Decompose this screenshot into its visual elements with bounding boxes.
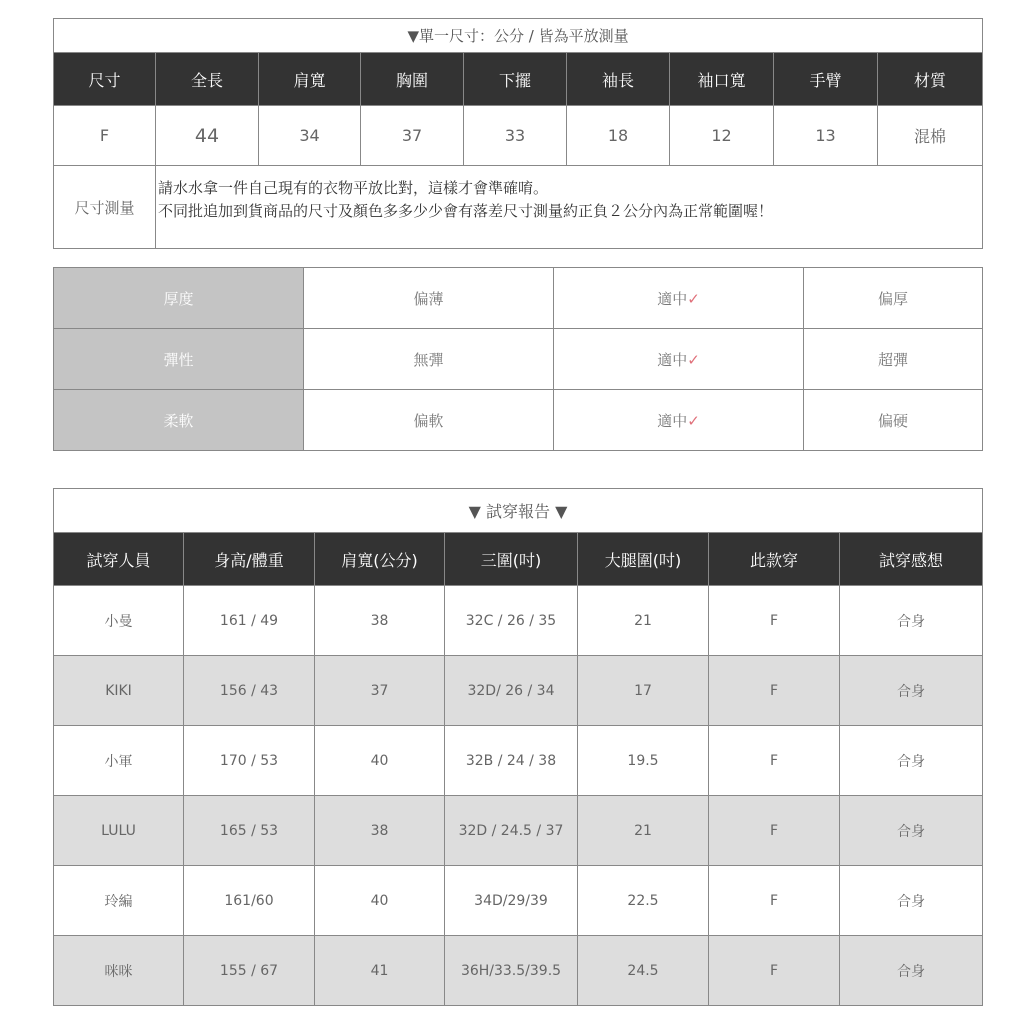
size-value-cell: 44: [156, 106, 259, 166]
fit-cell: 32D/ 26 / 34: [445, 656, 578, 726]
size-header-cell: 全長: [156, 53, 259, 106]
fit-cell: 40: [315, 726, 445, 796]
fit-cell: F: [709, 726, 840, 796]
size-header-cell: 材質: [878, 53, 983, 106]
fit-cell: 小曼: [54, 586, 184, 656]
fabric-option: 偏薄: [304, 268, 554, 329]
fit-cell: 17: [578, 656, 709, 726]
table-row: [54, 866, 983, 936]
fabric-option-text: 適中: [657, 350, 688, 369]
size-header-cell: 胸圍: [361, 53, 464, 106]
fit-header-cell: 肩寬(公分): [315, 533, 445, 586]
table-row: [54, 656, 983, 726]
note-text: [156, 166, 983, 249]
fit-cell: 合身: [840, 726, 983, 796]
fitting-report-table: [53, 488, 983, 1006]
fit-cell: 156 / 43: [184, 656, 315, 726]
note-label: 尺寸測量: [54, 166, 156, 249]
size-value-cell: 33: [464, 106, 567, 166]
fit-cell: 合身: [840, 796, 983, 866]
fit-cell: 34D/29/39: [445, 866, 578, 936]
fabric-option-text: 適中: [657, 289, 688, 308]
fit-cell: F: [709, 796, 840, 866]
table-row: [54, 726, 983, 796]
fit-cell: 36H/33.5/39.5: [445, 936, 578, 1006]
fit-cell: 咪咪: [54, 936, 184, 1006]
size-header-cell: 袖長: [567, 53, 670, 106]
note-line: 請水水拿一件自己現有的衣物平放比對，這樣才會準確唷。: [158, 179, 549, 197]
fit-cell: 38: [315, 586, 445, 656]
size-table-caption: ▼單一尺寸：公分 / 皆為平放測量: [54, 19, 983, 53]
fabric-table: [53, 267, 983, 451]
fabric-attr-label: 柔軟: [54, 390, 304, 451]
size-table: [53, 18, 983, 249]
fabric-attr-label: 彈性: [54, 329, 304, 390]
fit-cell: 21: [578, 796, 709, 866]
fit-cell: 小軍: [54, 726, 184, 796]
fit-cell: 合身: [840, 866, 983, 936]
check-icon: ✓: [687, 411, 700, 430]
fabric-option-selected: [554, 268, 804, 329]
fabric-option-selected: [554, 390, 804, 451]
fit-header-cell: 試穿人員: [54, 533, 184, 586]
fit-cell: 合身: [840, 656, 983, 726]
table-row: [54, 586, 983, 656]
fit-cell: F: [709, 586, 840, 656]
fit-header-cell: 此款穿: [709, 533, 840, 586]
fit-cell: F: [709, 936, 840, 1006]
fit-cell: 161 / 49: [184, 586, 315, 656]
fit-cell: 37: [315, 656, 445, 726]
size-header-cell: 袖口寬: [670, 53, 774, 106]
fit-cell: 40: [315, 866, 445, 936]
check-icon: ✓: [687, 289, 700, 308]
fit-cell: F: [709, 866, 840, 936]
check-icon: ✓: [687, 350, 700, 369]
fit-cell: 22.5: [578, 866, 709, 936]
table-row: [54, 796, 983, 866]
fabric-option-text: 適中: [657, 411, 688, 430]
fabric-attr-label: 厚度: [54, 268, 304, 329]
fit-header-cell: 大腿圍(吋): [578, 533, 709, 586]
note-line: 不同批追加到貨商品的尺寸及顏色多多少少會有落差尺寸測量約正負２公分內為正常範圍喔！: [158, 202, 774, 220]
size-value-cell: 37: [361, 106, 464, 166]
fabric-option: 超彈: [804, 329, 983, 390]
size-header-cell: 肩寬: [259, 53, 361, 106]
size-value-cell: 12: [670, 106, 774, 166]
size-value-cell: 13: [774, 106, 878, 166]
fabric-option: 偏硬: [804, 390, 983, 451]
fit-cell: 24.5: [578, 936, 709, 1006]
fit-cell: 32D / 24.5 / 37: [445, 796, 578, 866]
fabric-option: 無彈: [304, 329, 554, 390]
size-header-cell: 手臂: [774, 53, 878, 106]
fit-cell: 161/60: [184, 866, 315, 936]
fit-cell: F: [709, 656, 840, 726]
fit-cell: 21: [578, 586, 709, 656]
size-value-cell: 18: [567, 106, 670, 166]
fabric-option: 偏軟: [304, 390, 554, 451]
fitting-report-body: [54, 586, 983, 1006]
fabric-option: 偏厚: [804, 268, 983, 329]
table-row: [54, 936, 983, 1006]
fitting-report-caption: ▼ 試穿報告 ▼: [54, 489, 983, 533]
size-value-cell: 34: [259, 106, 361, 166]
size-value-cell: 混棉: [878, 106, 983, 166]
fit-cell: 32C / 26 / 35: [445, 586, 578, 656]
fit-cell: 170 / 53: [184, 726, 315, 796]
fit-cell: 32B / 24 / 38: [445, 726, 578, 796]
size-value-cell: F: [54, 106, 156, 166]
fit-header-cell: 三圍(吋): [445, 533, 578, 586]
fit-cell: 38: [315, 796, 445, 866]
fit-header-cell: 身高/體重: [184, 533, 315, 586]
fit-header-cell: 試穿感想: [840, 533, 983, 586]
fit-cell: KIKI: [54, 656, 184, 726]
fit-cell: 41: [315, 936, 445, 1006]
fit-cell: LULU: [54, 796, 184, 866]
fit-cell: 玲編: [54, 866, 184, 936]
fit-cell: 165 / 53: [184, 796, 315, 866]
fabric-option-selected: [554, 329, 804, 390]
size-header-cell: 尺寸: [54, 53, 156, 106]
size-header-cell: 下擺: [464, 53, 567, 106]
fit-cell: 155 / 67: [184, 936, 315, 1006]
fit-cell: 19.5: [578, 726, 709, 796]
fit-cell: 合身: [840, 586, 983, 656]
fit-cell: 合身: [840, 936, 983, 1006]
